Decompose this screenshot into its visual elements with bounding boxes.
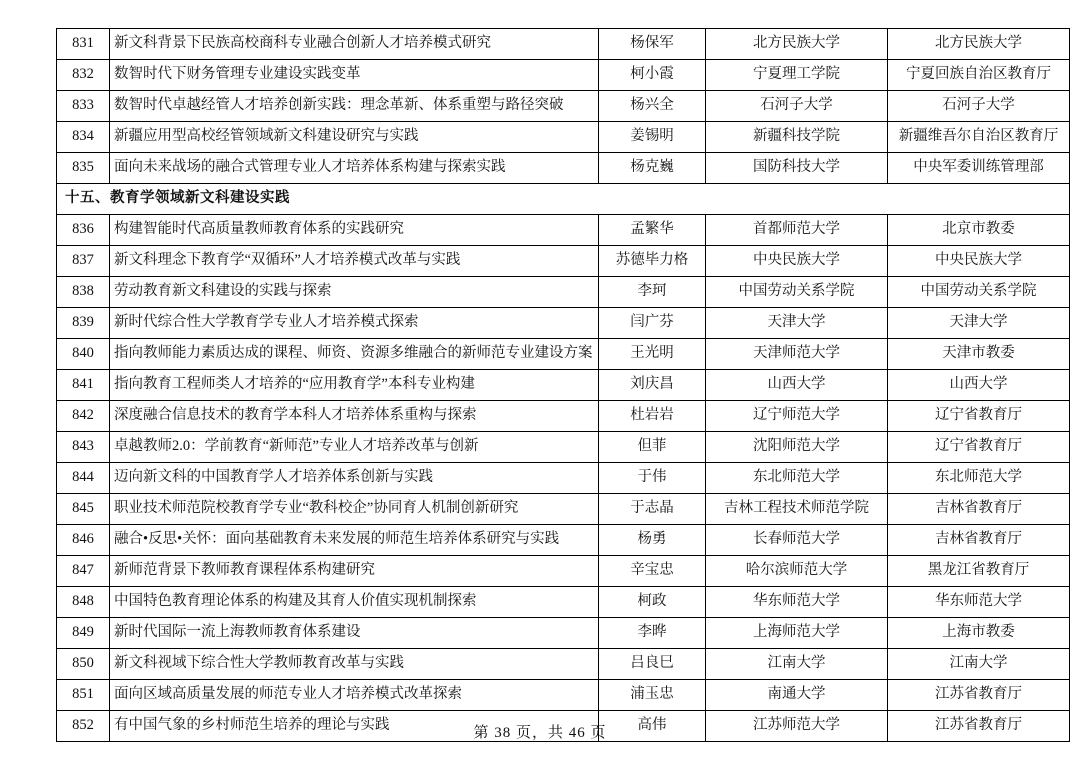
table-row: [57, 556, 1070, 587]
cell-applicant-unit: 石河子大学: [706, 91, 888, 122]
cell-index: 838: [57, 277, 110, 308]
cell-index: 831: [57, 29, 110, 60]
table-row: [57, 432, 1070, 463]
cell-leader: 李晔: [599, 618, 706, 649]
cell-project-title: 融合•反思•关怀：面向基础教育未来发展的师范生培养体系研究与实践: [110, 525, 599, 556]
cell-applicant-unit: 山西大学: [706, 370, 888, 401]
cell-leader: 姜锡明: [599, 122, 706, 153]
cell-applicant-unit: 华东师范大学: [706, 587, 888, 618]
cell-recommending-unit: 宁夏回族自治区教育厅: [888, 60, 1070, 91]
cell-index: 839: [57, 308, 110, 339]
cell-index: 841: [57, 370, 110, 401]
cell-recommending-unit: 江苏省教育厅: [888, 680, 1070, 711]
cell-leader: 杨保军: [599, 29, 706, 60]
table-row: [57, 29, 1070, 60]
cell-recommending-unit: 江南大学: [888, 649, 1070, 680]
cell-applicant-unit: 新疆科技学院: [706, 122, 888, 153]
cell-leader: 于伟: [599, 463, 706, 494]
cell-project-title: 深度融合信息技术的教育学本科人才培养体系重构与探索: [110, 401, 599, 432]
cell-index: 837: [57, 246, 110, 277]
table-row: [57, 277, 1070, 308]
cell-applicant-unit: 宁夏理工学院: [706, 60, 888, 91]
cell-project-title: 中国特色教育理论体系的构建及其育人价值实现机制探索: [110, 587, 599, 618]
cell-recommending-unit: 中国劳动关系学院: [888, 277, 1070, 308]
table-row: [57, 525, 1070, 556]
cell-index: 843: [57, 432, 110, 463]
cell-index: 852: [57, 711, 110, 742]
cell-applicant-unit: 吉林工程技术师范学院: [706, 494, 888, 525]
cell-index: 848: [57, 587, 110, 618]
section-title: 十五、教育学领域新文科建设实践: [57, 184, 1070, 215]
cell-index: 835: [57, 153, 110, 184]
cell-recommending-unit: 山西大学: [888, 370, 1070, 401]
cell-index: 844: [57, 463, 110, 494]
cell-recommending-unit: 上海市教委: [888, 618, 1070, 649]
table-row: [57, 246, 1070, 277]
cell-applicant-unit: 南通大学: [706, 680, 888, 711]
cell-leader: 李珂: [599, 277, 706, 308]
cell-applicant-unit: 中国劳动关系学院: [706, 277, 888, 308]
cell-project-title: 有中国气象的乡村师范生培养的理论与实践: [110, 711, 599, 742]
cell-leader: 杨兴全: [599, 91, 706, 122]
cell-leader: 杨克巍: [599, 153, 706, 184]
cell-leader: 辛宝忠: [599, 556, 706, 587]
cell-recommending-unit: 辽宁省教育厅: [888, 401, 1070, 432]
cell-index: 851: [57, 680, 110, 711]
table-row: [57, 60, 1070, 91]
table-row: [57, 339, 1070, 370]
cell-project-title: 新疆应用型高校经管领域新文科建设研究与实践: [110, 122, 599, 153]
cell-recommending-unit: 江苏省教育厅: [888, 711, 1070, 742]
cell-leader: 杨勇: [599, 525, 706, 556]
cell-applicant-unit: 北方民族大学: [706, 29, 888, 60]
table-row: [57, 122, 1070, 153]
page-footer: 第 38 页，共 46 页: [473, 725, 607, 741]
cell-project-title: 数智时代卓越经管人才培养创新实践：理念革新、体系重塑与路径突破: [110, 91, 599, 122]
cell-project-title: 迈向新文科的中国教育学人才培养体系创新与实践: [110, 463, 599, 494]
table-row: [57, 308, 1070, 339]
cell-project-title: 新师范背景下教师教育课程体系构建研究: [110, 556, 599, 587]
cell-leader: 苏德毕力格: [599, 246, 706, 277]
table-row: [57, 463, 1070, 494]
cell-index: 847: [57, 556, 110, 587]
cell-recommending-unit: 吉林省教育厅: [888, 494, 1070, 525]
table-row: [57, 91, 1070, 122]
cell-applicant-unit: 江南大学: [706, 649, 888, 680]
cell-recommending-unit: 吉林省教育厅: [888, 525, 1070, 556]
cell-recommending-unit: 中央军委训练管理部: [888, 153, 1070, 184]
cell-project-title: 新时代综合性大学教育学专业人才培养模式探索: [110, 308, 599, 339]
cell-recommending-unit: 北方民族大学: [888, 29, 1070, 60]
cell-applicant-unit: 国防科技大学: [706, 153, 888, 184]
table-row: [57, 587, 1070, 618]
cell-applicant-unit: 辽宁师范大学: [706, 401, 888, 432]
cell-recommending-unit: 辽宁省教育厅: [888, 432, 1070, 463]
cell-applicant-unit: 江苏师范大学: [706, 711, 888, 742]
cell-index: 845: [57, 494, 110, 525]
cell-leader: 柯政: [599, 587, 706, 618]
cell-recommending-unit: 北京市教委: [888, 215, 1070, 246]
cell-project-title: 新文科理念下教育学“双循环”人才培养模式改革与实践: [110, 246, 599, 277]
cell-applicant-unit: 哈尔滨师范大学: [706, 556, 888, 587]
project-list-table: [56, 28, 1070, 742]
cell-project-title: 面向未来战场的融合式管理专业人才培养体系构建与探索实践: [110, 153, 599, 184]
cell-index: 846: [57, 525, 110, 556]
cell-applicant-unit: 天津大学: [706, 308, 888, 339]
cell-project-title: 数智时代下财务管理专业建设实践变革: [110, 60, 599, 91]
cell-index: 842: [57, 401, 110, 432]
cell-recommending-unit: 中央民族大学: [888, 246, 1070, 277]
table-row: [57, 618, 1070, 649]
cell-recommending-unit: 新疆维吾尔自治区教育厅: [888, 122, 1070, 153]
cell-project-title: 指向教师能力素质达成的课程、师资、资源多维融合的新师范专业建设方案: [110, 339, 599, 370]
table-row: [57, 370, 1070, 401]
cell-leader: 于志晶: [599, 494, 706, 525]
cell-leader: 杜岩岩: [599, 401, 706, 432]
cell-leader: 但菲: [599, 432, 706, 463]
cell-project-title: 构建智能时代高质量教师教育体系的实践研究: [110, 215, 599, 246]
cell-index: 836: [57, 215, 110, 246]
cell-recommending-unit: 黑龙江省教育厅: [888, 556, 1070, 587]
cell-recommending-unit: 东北师范大学: [888, 463, 1070, 494]
table-row: [57, 153, 1070, 184]
cell-applicant-unit: 上海师范大学: [706, 618, 888, 649]
table-row: [57, 680, 1070, 711]
cell-recommending-unit: 天津大学: [888, 308, 1070, 339]
cell-applicant-unit: 首都师范大学: [706, 215, 888, 246]
cell-index: 840: [57, 339, 110, 370]
cell-index: 832: [57, 60, 110, 91]
cell-leader: 闫广芬: [599, 308, 706, 339]
cell-leader: 孟繁华: [599, 215, 706, 246]
cell-recommending-unit: 石河子大学: [888, 91, 1070, 122]
cell-applicant-unit: 沈阳师范大学: [706, 432, 888, 463]
cell-applicant-unit: 中央民族大学: [706, 246, 888, 277]
cell-project-title: 新文科背景下民族高校商科专业融合创新人才培养模式研究: [110, 29, 599, 60]
cell-project-title: 指向教育工程师类人才培养的“应用教育学”本科专业构建: [110, 370, 599, 401]
cell-project-title: 新时代国际一流上海教师教育体系建设: [110, 618, 599, 649]
cell-index: 850: [57, 649, 110, 680]
cell-index: 833: [57, 91, 110, 122]
cell-leader: 王光明: [599, 339, 706, 370]
cell-applicant-unit: 长春师范大学: [706, 525, 888, 556]
cell-leader: 浦玉忠: [599, 680, 706, 711]
table-row: [57, 494, 1070, 525]
cell-project-title: 卓越教师2.0：学前教育“新师范”专业人才培养改革与创新: [110, 432, 599, 463]
cell-applicant-unit: 东北师范大学: [706, 463, 888, 494]
cell-project-title: 劳动教育新文科建设的实践与探索: [110, 277, 599, 308]
cell-project-title: 面向区域高质量发展的师范专业人才培养模式改革探索: [110, 680, 599, 711]
table-row: [57, 215, 1070, 246]
table-row: [57, 649, 1070, 680]
cell-applicant-unit: 天津师范大学: [706, 339, 888, 370]
cell-leader: 吕良巳: [599, 649, 706, 680]
cell-index: 849: [57, 618, 110, 649]
cell-recommending-unit: 天津市教委: [888, 339, 1070, 370]
cell-leader: 高伟: [599, 711, 706, 742]
table-row: [57, 401, 1070, 432]
cell-leader: 刘庆昌: [599, 370, 706, 401]
cell-leader: 柯小霞: [599, 60, 706, 91]
cell-recommending-unit: 华东师范大学: [888, 587, 1070, 618]
cell-index: 834: [57, 122, 110, 153]
cell-project-title: 新文科视域下综合性大学教师教育改革与实践: [110, 649, 599, 680]
table-section-row: [57, 184, 1070, 215]
cell-project-title: 职业技术师范院校教育学专业“教科校企”协同育人机制创新研究: [110, 494, 599, 525]
table-body: [57, 29, 1070, 742]
